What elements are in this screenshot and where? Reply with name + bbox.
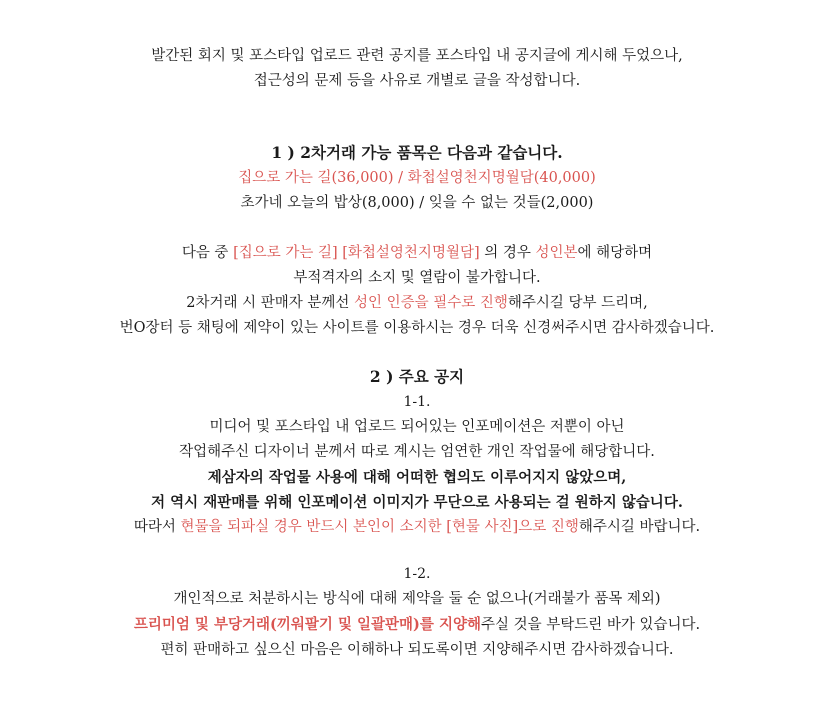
section2-heading: 2 ) 주요 공지 (369, 367, 465, 386)
text-span: 주실 것을 부탁드린 바가 있습니다. (480, 617, 701, 633)
section1-paragraph-line-4: 번O장터 등 채팅에 제약이 있는 사이트를 이용하시는 경우 더욱 신경써주시면 감사하겠습니다. (119, 320, 715, 336)
sub2-number: 1-2. (403, 566, 431, 582)
text-span: 의 경우 (479, 245, 536, 261)
highlight-adult-verify: 성인 인증을 필수로 진행 (353, 295, 508, 311)
intro-line-2: 접근성의 문제 등을 사유로 개별로 글을 작성합니다. (253, 73, 581, 89)
text-span: 해주시길 당부 드리며, (507, 295, 648, 311)
spacer (0, 540, 834, 562)
section1-paragraph-line-2: 부적격자의 소지 및 열람이 불가합니다. (293, 270, 541, 286)
spacer (0, 341, 834, 363)
section1-paragraph-line-1 (0, 241, 834, 266)
text-span: 2차거래 시 판매자 분께선 (186, 295, 354, 311)
text-span: 에 해당하며 (577, 245, 653, 261)
highlight-premium: 프리미엄 및 부당거래(끼워팔기 및 일괄판매)를 지양해 (133, 616, 481, 633)
sub1-line-4: 저 역시 재판매를 위해 인포메이션 이미지가 무단으로 사용되는 걸 원하지 않습니다. (151, 494, 683, 511)
sub1-line-5 (0, 515, 834, 540)
text-span: 따라서 (133, 519, 181, 535)
sub2-line-3: 편히 판매하고 싶으신 마음은 이해하나 되도록이면 지양해주시면 감사하겠습니다. (160, 642, 674, 658)
sub1-line-1: 미디어 및 포스타입 내 업로드 되어있는 인포메이션은 저뿐이 아닌 (209, 419, 625, 435)
sub1-line-3: 제삼자의 작업물 사용에 대해 어떠한 협의도 이루어지지 않았으며, (207, 469, 627, 486)
sub2-line-2 (0, 612, 834, 638)
spacer (0, 94, 834, 139)
sub1-number: 1-1. (403, 394, 431, 410)
highlight-photo-rule: 현물을 되파실 경우 반드시 본인이 소지한 [현물 사진]으로 진행 (180, 519, 579, 535)
section1-paragraph-line-3 (0, 291, 834, 316)
section1-items-red: 집으로 가는 길(36,000) / 화첩설영천지명월담(40,000) (238, 170, 596, 186)
section1-items-plain: 초가네 오늘의 밥상(8,000) / 잊을 수 없는 것들(2,000) (240, 195, 594, 211)
text-span: 다음 중 (181, 245, 234, 261)
section1-heading: 1 ) 2차거래 가능 품목은 다음과 같습니다. (271, 143, 563, 162)
highlight-titles: [집으로 가는 길] [화첩설영천지명월담] (233, 245, 480, 261)
highlight-adult: 성인본 (535, 245, 578, 261)
text-span: 해주시길 바랍니다. (578, 519, 701, 535)
sub2-line-1: 개인적으로 처분하시는 방식에 대해 제약을 둘 순 없으나(거래불가 품목 제외) (173, 591, 661, 607)
spacer (0, 216, 834, 241)
sub1-line-2: 작업해주신 디자이너 분께서 따로 계시는 엄연한 개인 작업물에 해당합니다. (179, 444, 655, 460)
intro-line-1: 발간된 회지 및 포스타입 업로드 관련 공지를 포스타입 내 공지글에 게시해 두었으나, (151, 48, 683, 64)
